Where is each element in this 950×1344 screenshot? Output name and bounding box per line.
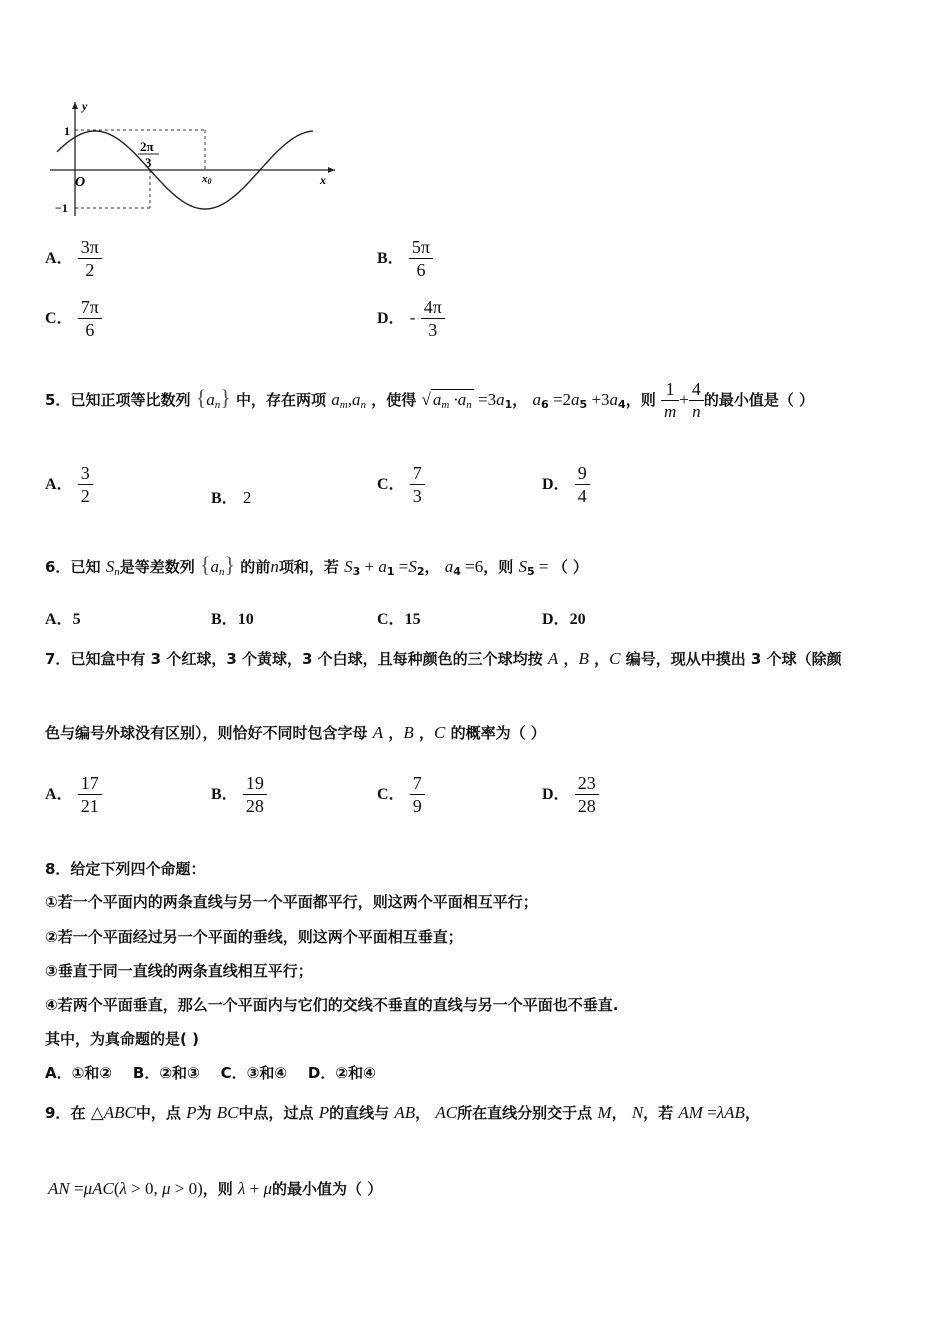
origin-label: O — [75, 175, 86, 190]
q4-option-a[interactable]: A． $\frac{3\pi}{2}$ — [45, 236, 102, 281]
tick-one: 1 — [64, 124, 70, 138]
q6-stem: 6．已知 $S_n$是等差数列 $\{a_n\}$ 的前n项和，若 $S_3 + a_1 =S_2$， $a_4 =6$，则 $S_5$ = （ ） — [45, 552, 588, 578]
sine-graph — [45, 98, 350, 220]
q5-option-d[interactable]: D． $\frac{9}{4}$ — [542, 462, 590, 507]
tick-neg-one: −1 — [55, 201, 68, 215]
q8-title: 8．给定下列四个命题： — [45, 860, 206, 878]
q7-option-a[interactable]: A． $\frac{17}{21}$ — [45, 772, 102, 817]
q9-stem-line2: AN =μAC(λ > 0, μ > 0)，则 λ + μ的最小值为（ ） — [48, 1179, 383, 1198]
q6-option-a[interactable]: A．5 — [45, 611, 81, 628]
mark-denominator: 3 — [145, 155, 152, 170]
mark-numerator: 2π — [140, 139, 154, 154]
q4-option-c[interactable]: C． $\frac{7\pi}{6}$ — [45, 296, 102, 341]
q5-option-a[interactable]: A． $\frac{3}{2}$ — [45, 462, 93, 507]
q5-option-b[interactable]: B． 2 — [211, 488, 252, 507]
q8-item-1: ①若一个平面内的两条直线与另一个平面都平行，则这两个平面相互平行； — [45, 893, 538, 911]
q5-option-c[interactable]: C． $\frac{7}{3}$ — [377, 462, 425, 507]
x0-label: x0 — [202, 173, 212, 186]
q6-option-d[interactable]: D．20 — [542, 611, 586, 628]
q8-item-4: ④若两个平面垂直，那么一个平面内与它们的交线不垂直的直线与另一个平面也不垂直. — [45, 996, 619, 1014]
q7-option-b[interactable]: B． $\frac{19}{28}$ — [211, 772, 267, 817]
q7-option-c[interactable]: C． $\frac{7}{9}$ — [377, 772, 425, 817]
q8-question: 其中，为真命题的是( ) — [45, 1030, 199, 1048]
q7-stem-line2: 色与编号外球没有区别），则恰好不同时包含字母 A ，B ，C 的概率为（ ） — [45, 723, 546, 742]
q6-option-c[interactable]: C．15 — [377, 611, 421, 628]
q4-option-b[interactable]: B． $\frac{5\pi}{6}$ — [377, 236, 433, 281]
q8-item-3: ③垂直于同一直线的两条直线相互平行； — [45, 962, 313, 980]
q8-item-2: ②若一个平面经过另一个平面的垂线，则这两个平面相互垂直； — [45, 928, 463, 946]
q4-option-d[interactable]: D． - $\frac{4\pi}{3}$ — [377, 296, 445, 341]
q8-options[interactable]: A．①和② B．②和③ C．③和④ D．②和④ — [45, 1064, 376, 1082]
q7-option-d[interactable]: D． $\frac{23}{28}$ — [542, 772, 599, 817]
q7-stem-line1: 7．已知盒中有 3 个红球，3 个黄球，3 个白球，且每种颜色的三个球均按 A ，B ，C 编号，现从中摸出 3 个球（除颜 — [45, 649, 842, 668]
x-axis-label: x — [320, 173, 326, 187]
q9-stem-line1: 9．在 △ABC中，点 P为 BC中点，过点 P的直线与 AB， AC所在直线分别交于点 M， N，若 AM =λAB， — [45, 1103, 760, 1122]
q6-option-b[interactable]: B．10 — [211, 611, 254, 628]
q5-stem: 5．已知正项等比数列 $\{a_n\}$ 中，存在两项 $a_m,a_n$ ，使得 √ $a_m \cdot a_n =3a_1$， $a_6 =2a_5 +3a_4$，则 $\frac{1}{m}$ + $\frac{4}{n}$ 的最小值是（ ） — [45, 379, 815, 421]
y-axis-label: y — [82, 99, 88, 113]
